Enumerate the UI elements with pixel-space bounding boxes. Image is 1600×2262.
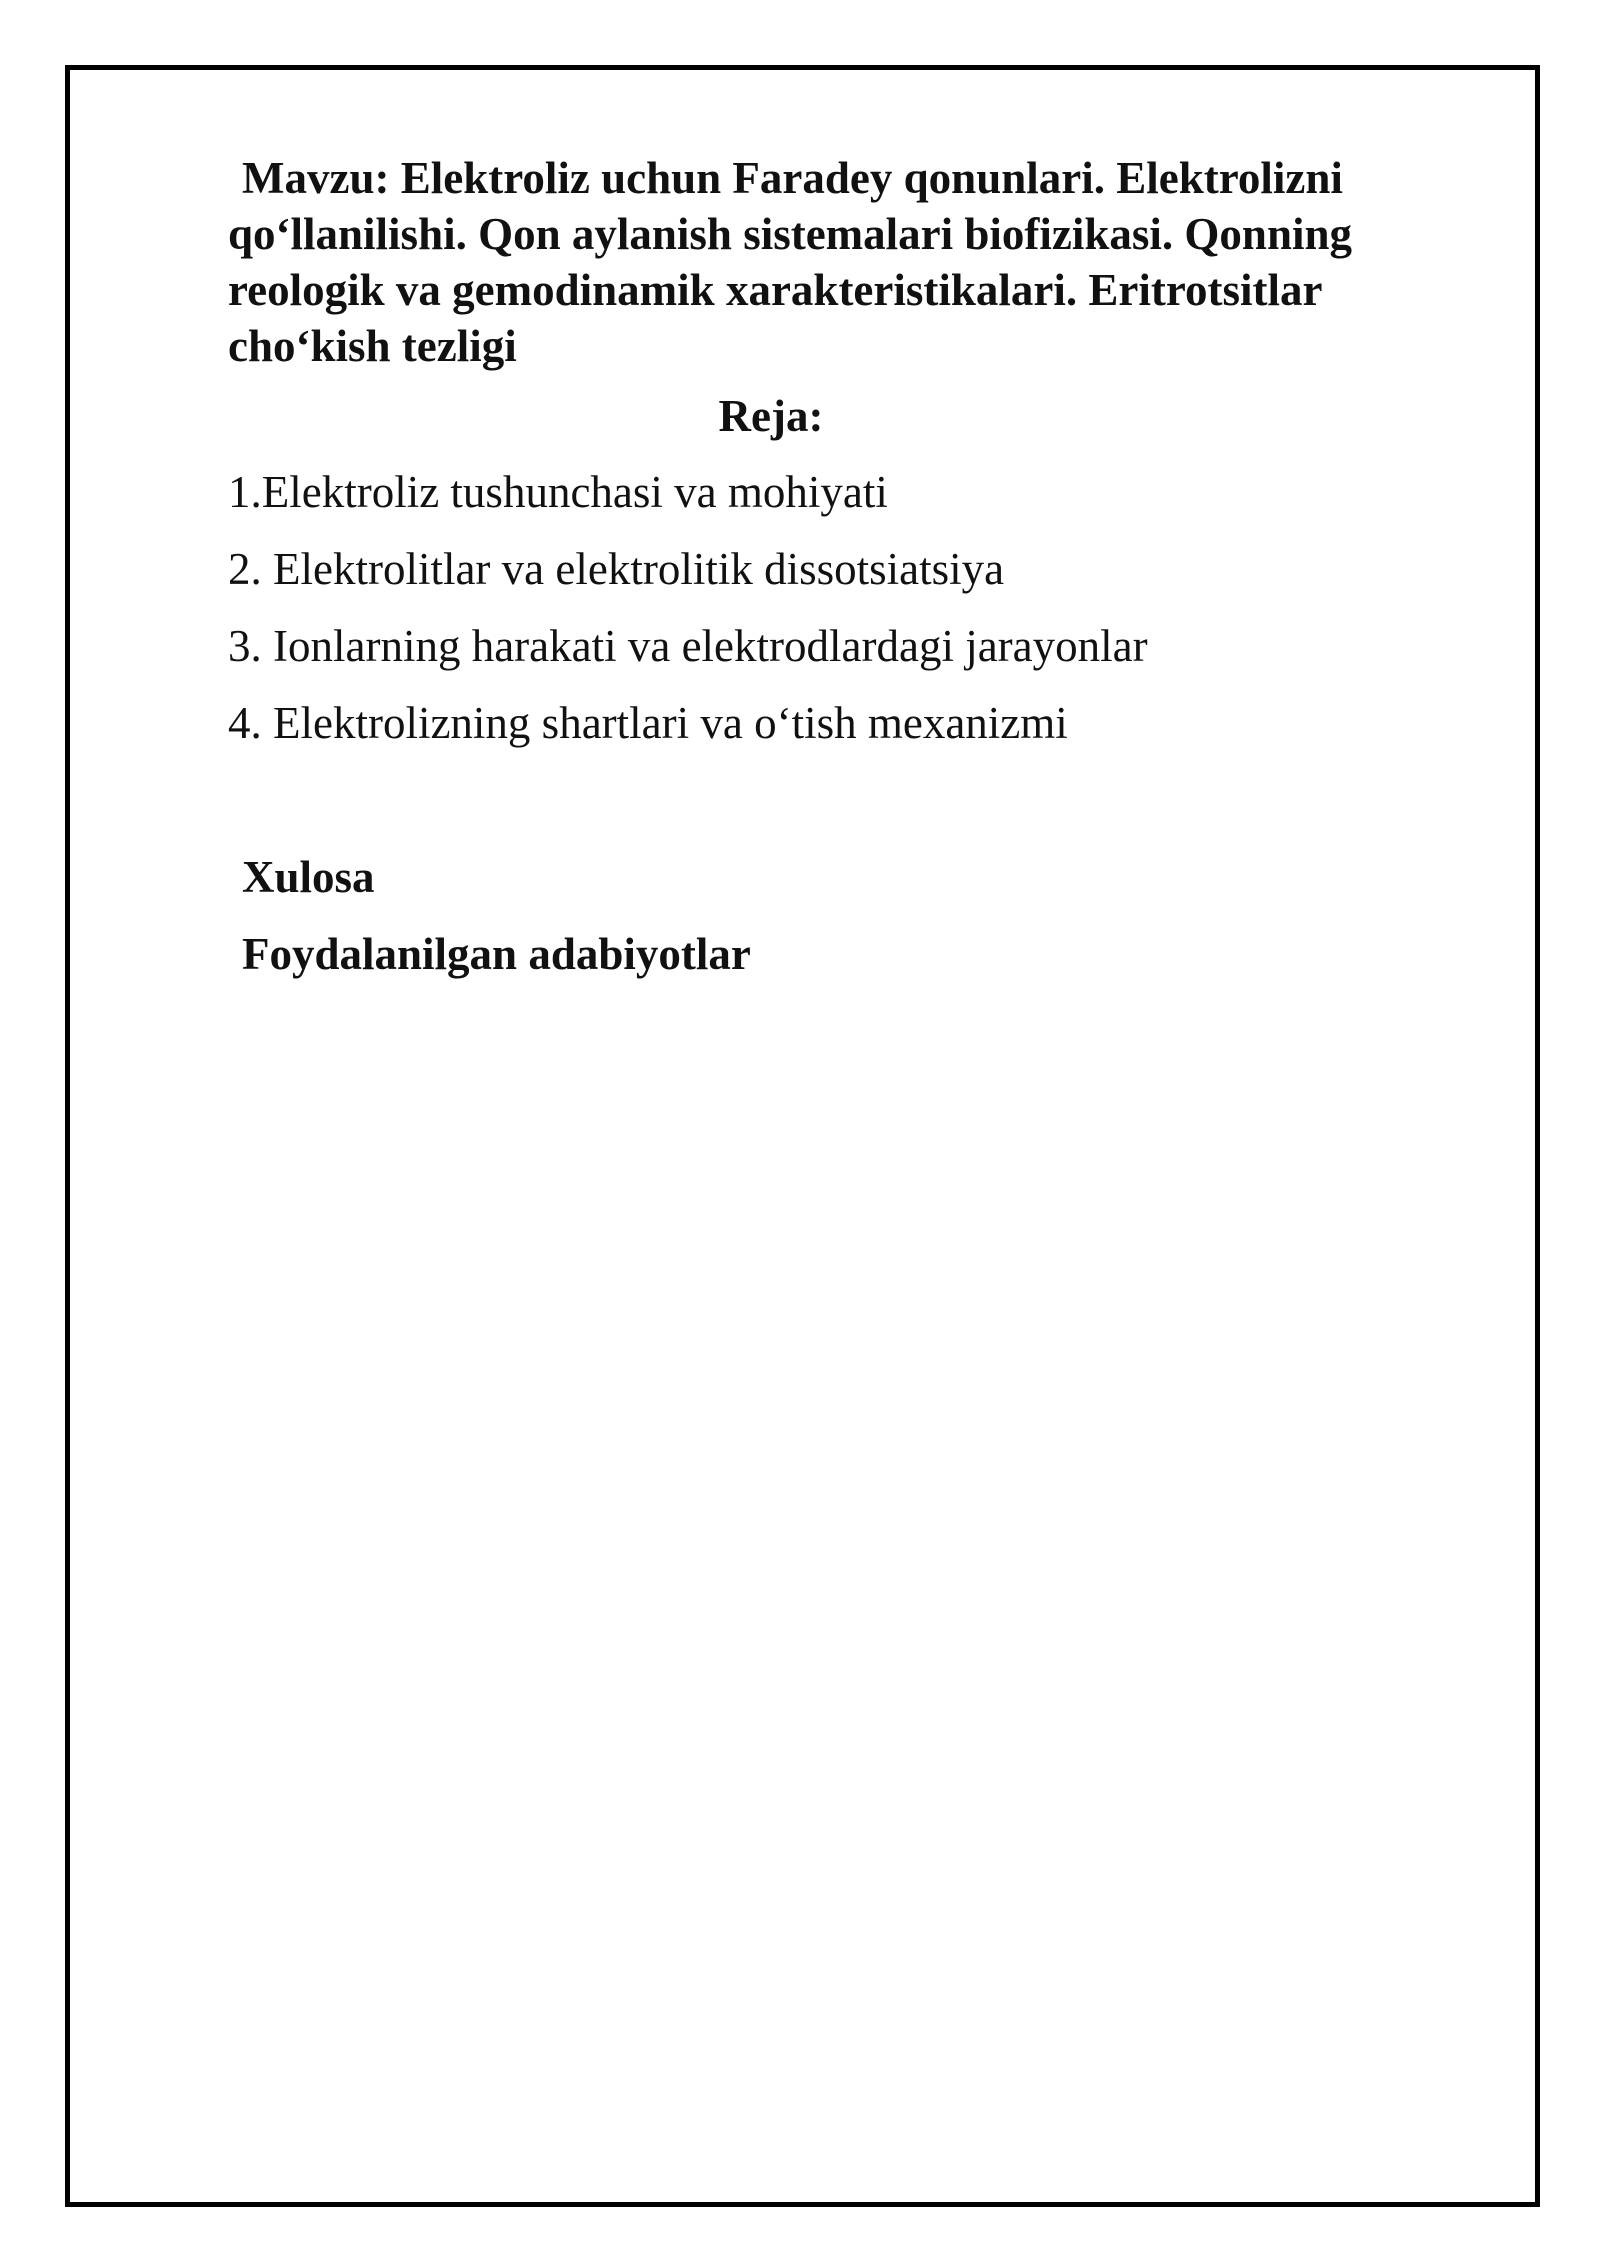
document-content (228, 150, 1458, 1003)
plan-item-4: 4. Elektrolizning shartlari va o‘tish mexanizmi (228, 698, 1068, 748)
closing-sections (228, 849, 1458, 982)
plan-item-2: 2. Elektrolitlar va elektrolitik dissotsiatsiya (228, 544, 1005, 594)
conclusion-heading: Xulosa (242, 852, 375, 902)
references-heading: Foydalanilgan adabiyotlar (242, 929, 751, 979)
plan-heading: Reja: (718, 391, 824, 441)
document-title: Mavzu: Elektroliz uchun Faradey qonunlari. Elektrolizni qo‘llanilishi. Qon aylanish sistemalari biofizikasi. Qonning reologik va gemodinamik xarakteristikalari. Eritrotsitlar cho‘kish tezligi (228, 153, 1353, 371)
plan-item-1: 1.Elektroliz tushunchasi va mohiyati (228, 467, 888, 517)
plan-list (228, 464, 1458, 751)
plan-item-3: 3. Ionlarning harakati va elektrodlardagi jarayonlar (228, 621, 1148, 671)
